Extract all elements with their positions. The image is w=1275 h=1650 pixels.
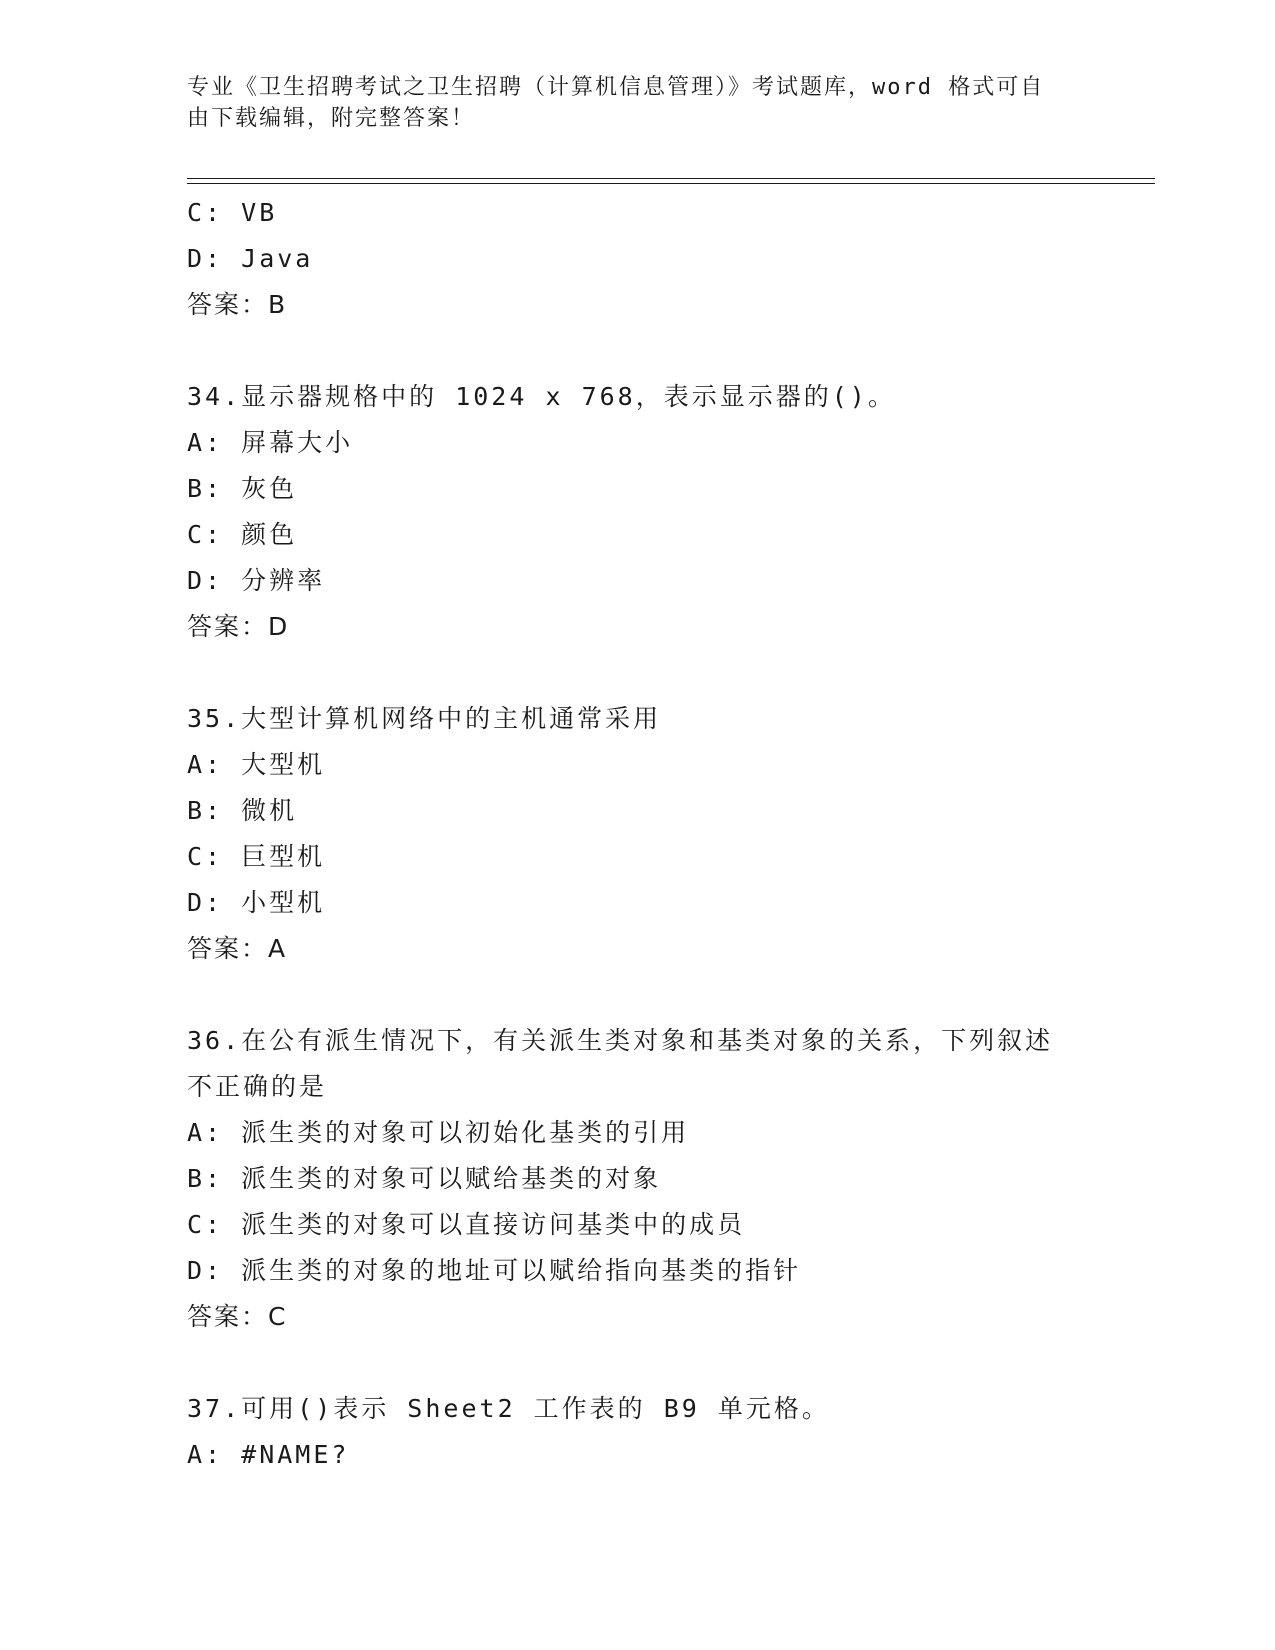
question-35	[187, 696, 1087, 972]
option-c: C: 颜色	[187, 520, 298, 549]
answer-line: 答案：D	[187, 612, 290, 641]
option-d: D: 小型机	[187, 888, 326, 917]
question-stem-continued: 不正确的是	[187, 1072, 328, 1101]
option-a: A: #NAME?	[187, 1440, 350, 1469]
question-list	[187, 190, 1087, 1478]
question-36	[187, 1018, 1087, 1340]
document-header	[187, 72, 1067, 134]
option-a: A: 派生类的对象可以初始化基类的引用	[187, 1118, 690, 1147]
option-c: C: 派生类的对象可以直接访问基类中的成员	[187, 1210, 746, 1239]
spacer	[187, 1340, 1087, 1386]
question-33-continued	[187, 190, 1087, 328]
header-divider-top	[187, 178, 1155, 179]
option-b: B: 灰色	[187, 474, 298, 503]
answer-line: 答案：C	[187, 1302, 288, 1331]
option-b: B: 微机	[187, 796, 298, 825]
option-a: A: 屏幕大小	[187, 428, 354, 457]
spacer	[187, 328, 1087, 374]
answer-line: 答案：B	[187, 290, 288, 319]
option-d: D: 派生类的对象的地址可以赋给指向基类的指针	[187, 1256, 802, 1285]
question-stem: 37.可用()表示 Sheet2 工作表的 B9 单元格。	[187, 1394, 830, 1423]
question-stem: 36.在公有派生情况下，有关派生类对象和基类对象的关系，下列叙述	[187, 1026, 1054, 1055]
question-stem: 35.大型计算机网络中的主机通常采用	[187, 704, 662, 733]
question-stem: 34.显示器规格中的 1024 x 768，表示显示器的()。	[187, 382, 896, 411]
answer-line: 答案：A	[187, 934, 288, 963]
option-d: D: 分辨率	[187, 566, 326, 595]
option-b: B: 派生类的对象可以赋给基类的对象	[187, 1164, 662, 1193]
header-line-2: 由下载编辑，附完整答案！	[187, 106, 476, 131]
spacer	[187, 650, 1087, 696]
header-line-1: 专业《卫生招聘考试之卫生招聘（计算机信息管理）》考试题库，word 格式可自	[187, 75, 1045, 100]
header-divider-bottom	[187, 183, 1155, 184]
option-c: C: VB	[187, 198, 278, 227]
spacer	[187, 972, 1087, 1018]
option-c: C: 巨型机	[187, 842, 326, 871]
question-34	[187, 374, 1087, 650]
question-37	[187, 1386, 1087, 1478]
option-d: D: Java	[187, 244, 314, 273]
option-a: A: 大型机	[187, 750, 326, 779]
